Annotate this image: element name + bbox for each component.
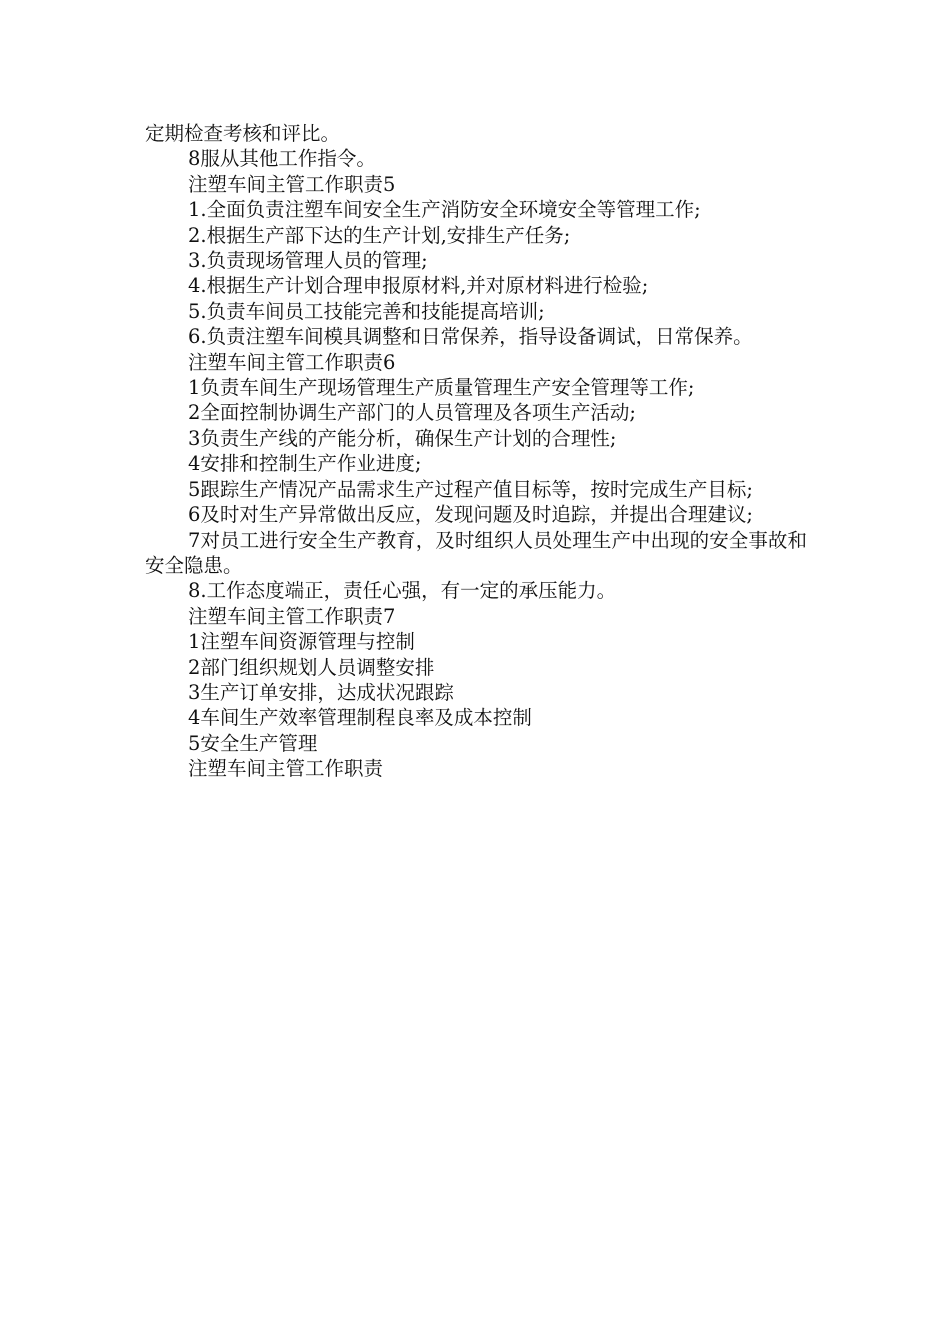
list-item: 8服从其他工作指令。 [188, 147, 376, 171]
section-heading: 注塑车间主管工作职责 [188, 757, 384, 781]
list-item: 3生产订单安排，达成状况跟踪 [188, 680, 454, 704]
list-item: 1负责车间生产现场管理生产质量管理生产安全管理等工作; [188, 376, 695, 400]
section-heading: 注塑车间主管工作职责5 [188, 172, 396, 196]
list-item: 3负责生产线的产能分析，确保生产计划的合理性; [188, 426, 617, 450]
list-item: 4.根据生产计划合理申报原材料,并对原材料进行检验; [188, 274, 649, 298]
list-item: 3.负责现场管理人员的管理; [188, 249, 428, 273]
list-item: 2全面控制协调生产部门的人员管理及各项生产活动; [188, 401, 636, 425]
list-item: 6及时对生产异常做出反应，发现问题及时追踪，并提出合理建议; [188, 503, 753, 527]
list-item: 5安全生产管理 [188, 731, 318, 755]
list-item: 2.根据生产部下达的生产计划,安排生产任务; [188, 223, 571, 247]
document-body [145, 121, 807, 782]
list-item: 1注塑车间资源管理与控制 [188, 630, 415, 654]
list-item: 4安排和控制生产作业进度; [188, 452, 422, 476]
section-heading: 注塑车间主管工作职责6 [188, 350, 396, 374]
list-item: 8.工作态度端正，责任心强，有一定的承压能力。 [188, 579, 617, 603]
list-item: 5跟踪生产情况产品需求生产过程产值目标等，按时完成生产目标; [188, 477, 753, 501]
paragraph-continuation: 定期检查考核和评比。 [145, 122, 341, 145]
section-heading: 注塑车间主管工作职责7 [188, 604, 396, 628]
list-item: 6.负责注塑车间模具调整和日常保养，指导设备调试，日常保养。 [188, 325, 753, 349]
list-item: 7对员工进行安全生产教育，及时组织人员处理生产中出现的安全事故和安全隐患。 [145, 528, 807, 577]
list-item: 4车间生产效率管理制程良率及成本控制 [188, 706, 532, 730]
list-item: 2部门组织规划人员调整安排 [188, 655, 435, 679]
list-item: 1.全面负责注塑车间安全生产消防安全环境安全等管理工作; [188, 198, 701, 222]
list-item: 5.负责车间员工技能完善和技能提高培训; [188, 299, 545, 323]
